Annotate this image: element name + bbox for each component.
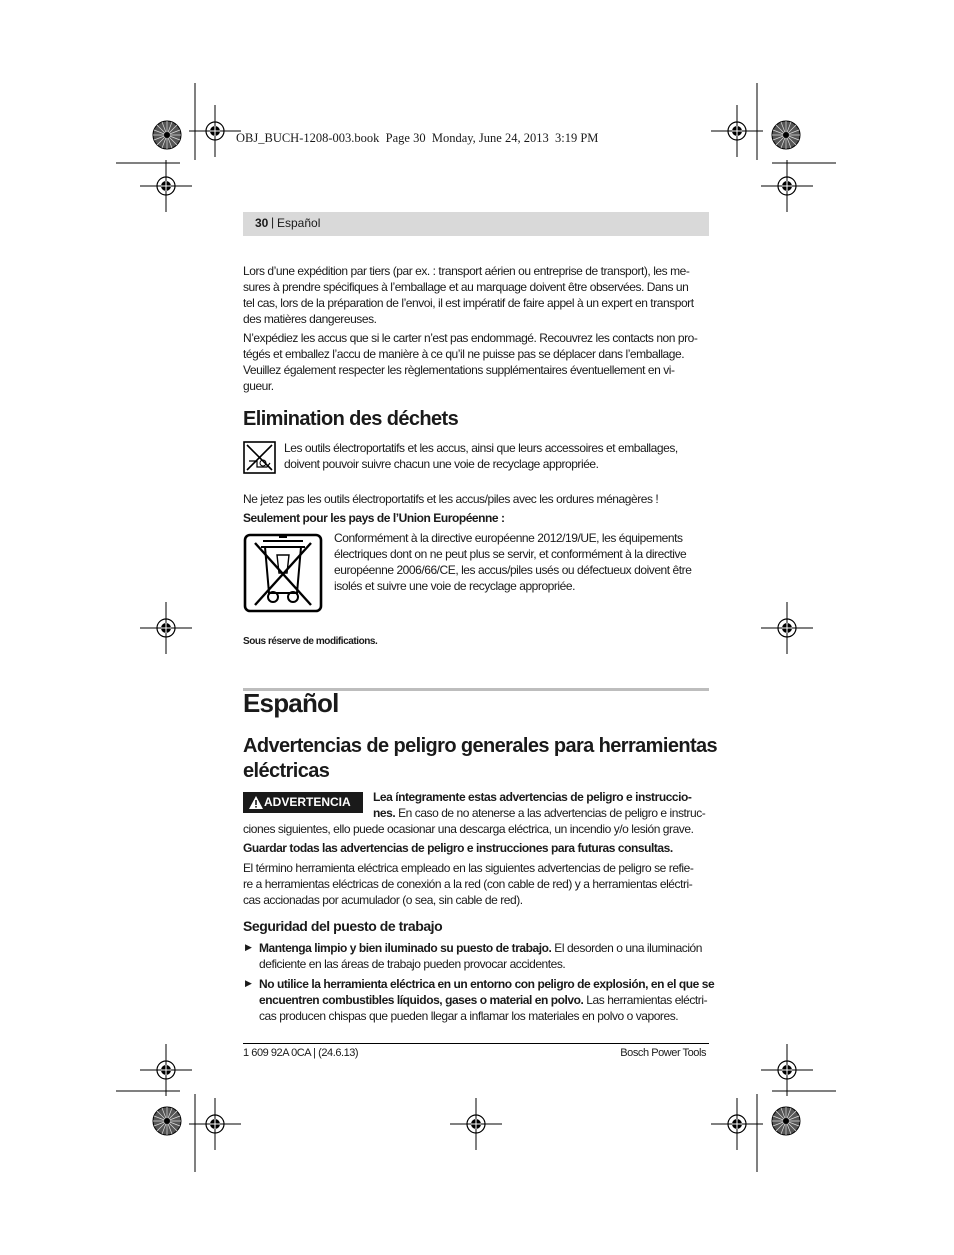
header-separator: |	[271, 215, 275, 229]
warnings-heading: Advertencias de peligro generales para herramientas eléctricas	[243, 735, 718, 782]
footer-doc-number: 1 609 92A 0CA | (24.6.13)	[243, 1047, 359, 1059]
recycle-box-icon	[243, 441, 276, 474]
battery-paragraph: N’expédiez les accus que si le carter n’est pas endommagé. Recouvrez les contacts non pro- tégés et emballez l’accu de manière à ce qu’il ne puisse pas se déplacer dans l’emballage. Veuillez également respecter les règlementations supplémentaires éventuellement en vi- gueur.	[243, 331, 698, 393]
crossed-bin-icon	[243, 533, 323, 613]
warning-badge-label: ADVERTENCIA	[264, 795, 351, 809]
recycle-text: Les outils électroportatifs et les accus, ainsi que leurs accessoires et emballages, doivent pouvoir suivre chacun une voie de recyclage appropriée.	[284, 441, 678, 471]
header-section: Español	[277, 216, 321, 230]
term-definition-para: El término herramienta eléctrica empleado en las siguientes advertencias de peligro se refie- re a herramientas eléctricas de conexión a la red (con cable de red) y a herramientas eléctri- cas accionadas por acumulador (o sea, sin cable de red).	[243, 861, 694, 907]
read-instructions-para: Lea íntegramente estas advertencias de peligro e instruccio- nes. En caso de no atenerse a las advertencias de peligro e instruc-	[373, 790, 706, 820]
read-instructions-cont: ciones siguientes, ello puede ocasionar una descarga eléctrica, un incendio y/o lesión grave.	[243, 822, 694, 836]
reserve-note: Sous réserve de modifications.	[243, 636, 378, 647]
spanish-section-title: Español	[243, 688, 339, 718]
footer-brand: Bosch Power Tools	[620, 1047, 706, 1059]
bullet-explosive-environment: No utilice la herramienta eléctrica en un entorno con peligro de explosión, en el que se encuentren combustibles líquidos, gases o material en polvo. Las herramientas eléctri- cas producen chispas que pueden llegar a inflamar los materiales en polvo o vapores.	[259, 977, 715, 1023]
print-slug: OBJ_BUCH-1208-003.book Page 30 Monday, June 24, 2013 3:19 PM	[236, 131, 599, 145]
page-number: 30	[255, 216, 269, 230]
footer-rule	[243, 1043, 709, 1044]
warning-badge	[243, 792, 363, 813]
keep-instructions: Guardar todas las advertencias de peligro e instrucciones para futuras consultas.	[243, 841, 673, 855]
shipping-paragraph: Lors d’une expédition par tiers (par ex. : transport aérien ou entreprise de transport), les me- sures à prendre spécifiques à l’emballage et au marquage doivent être observées. Dans un tel cas, lors de la préparation de l’envoi, il est impératif de faire appel à un expert en transport des matières dangereuses.	[243, 264, 694, 326]
bullet-marker: ▶	[245, 978, 252, 988]
household-waste-text: Ne jetez pas les outils électroportatifs et les accus/piles avec les ordures ménagères !	[243, 492, 659, 506]
page-header	[243, 212, 709, 236]
bullet-clean-workplace: Mantenga limpio y bien iluminado su puesto de trabajo. El desorden o una iluminación deficiente en las áreas de trabajo pueden provocar accidentes.	[259, 941, 703, 971]
workplace-heading: Seguridad del puesto de trabajo	[243, 918, 443, 934]
warning-triangle-icon	[249, 796, 263, 809]
elimination-heading: Elimination des déchets	[243, 408, 459, 430]
eu-only-label: Seulement pour les pays de l’Union Européenne :	[243, 511, 505, 525]
bullet-marker: ▶	[245, 942, 252, 952]
weee-text: Conformément à la directive européenne 2012/19/UE, les équipements électriques dont on ne peut plus se servir, et conformément à la directive européenne 2006/66/CE, les accus/piles usés ou défectueux doivent être isolés et suivre une voie de recyclage appropriée.	[334, 531, 692, 593]
